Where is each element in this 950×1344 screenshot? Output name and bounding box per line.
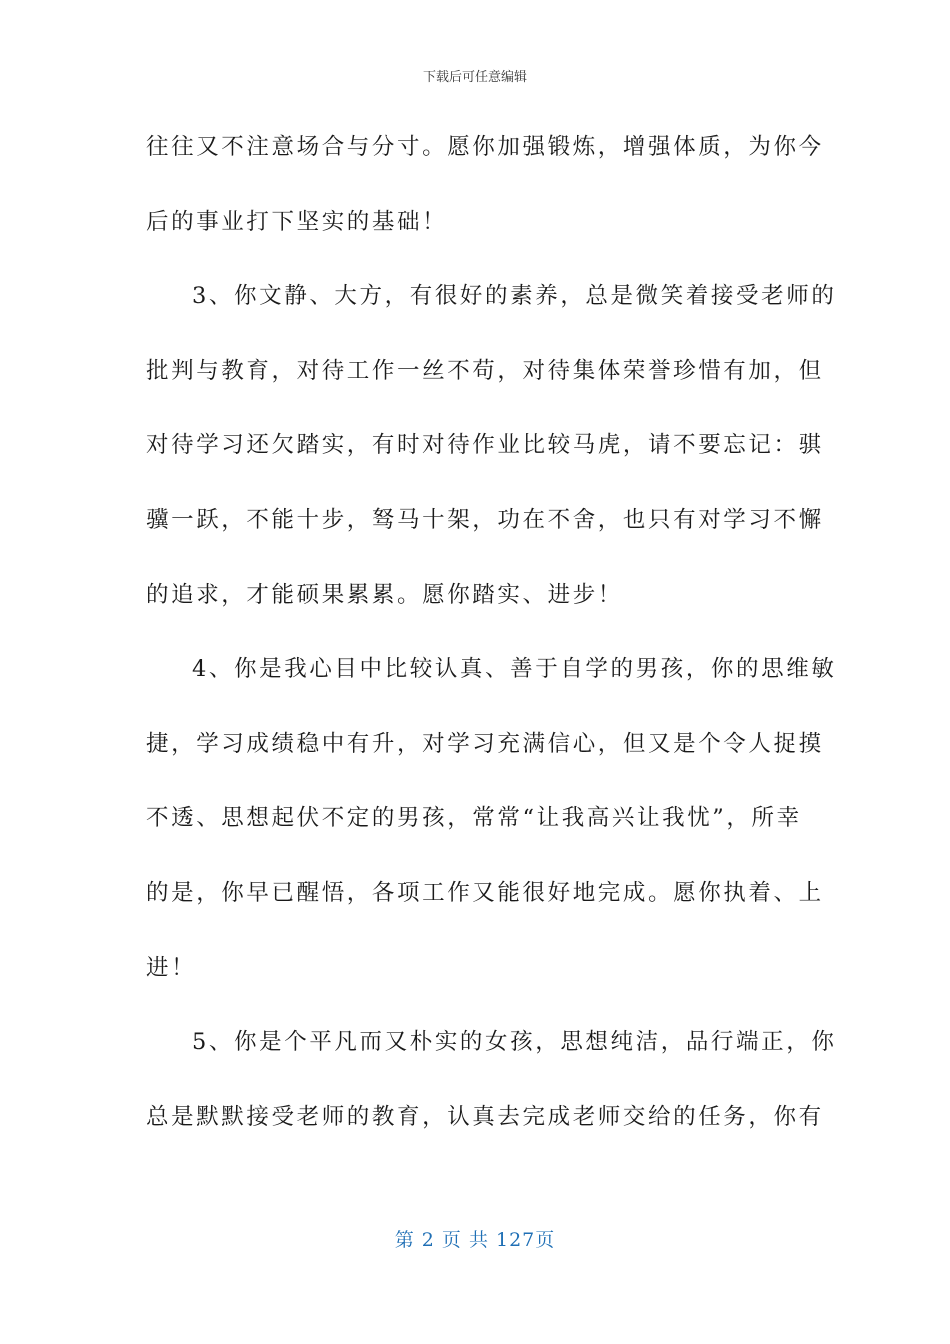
paragraph-start-line: 5、你是个平凡而又朴实的女孩，思想纯洁，品行端正，你: [192, 1029, 837, 1056]
text-line: 后的事业打下坚实的基础！: [146, 208, 448, 235]
text-line: 捷，学习成绩稳中有升，对学习充满信心，但又是个令人捉摸: [146, 730, 824, 757]
document-body: [146, 110, 837, 1154]
text-line: 骥一跃，不能十步，驽马十架，功在不舍，也只有对学习不懈: [146, 506, 824, 533]
text-line: 的是，你早已醒悟，各项工作又能很好地完成。愿你执着、上: [146, 879, 824, 906]
text-line: 进！: [146, 954, 197, 981]
paragraph-start-line: 4、你是我心目中比较认真、善于自学的男孩，你的思维敏: [192, 656, 837, 683]
text-line: 的追求，才能硕果累累。愿你踏实、进步！: [146, 581, 623, 608]
text-line: 总是默默接受老师的教育，认真去完成老师交给的任务，你有: [146, 1103, 824, 1130]
page-number-footer: 第 2 页 共 127页: [394, 1229, 556, 1251]
text-line: 不透、思想起伏不定的男孩，常常“让我高兴让我忧”，所幸: [146, 805, 802, 832]
page-header: 下载后可任意编辑: [422, 70, 527, 85]
text-line: 对待学习还欠踏实，有时对待作业比较马虎，请不要忘记：骐: [146, 432, 824, 459]
text-line: 往往又不注意场合与分寸。愿你加强锻炼，增强体质，为你今: [146, 134, 824, 160]
paragraph-start-line: 3、你文静、大方，有很好的素养，总是微笑着接受老师的: [192, 283, 837, 310]
text-line: 批判与教育，对待工作一丝不苟，对待集体荣誉珍惜有加，但: [146, 357, 824, 384]
